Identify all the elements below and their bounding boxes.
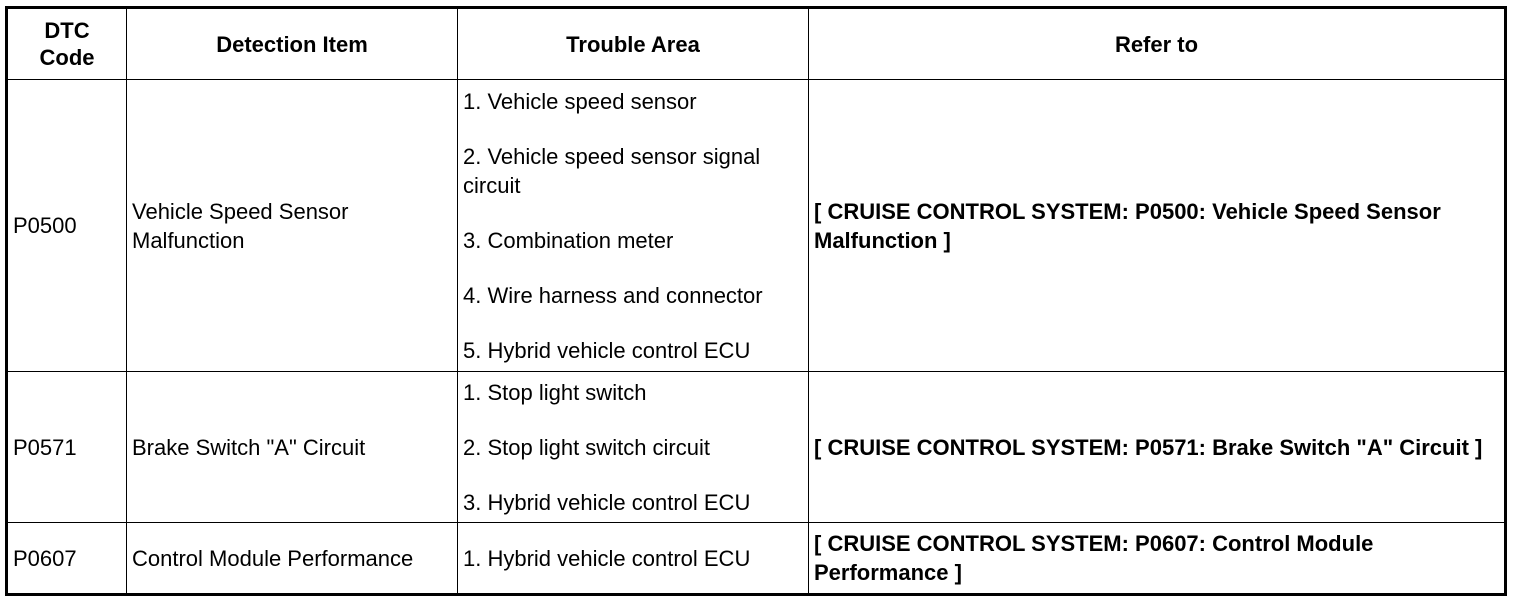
dtc-code-cell [7,372,127,523]
table-row [7,80,1506,372]
trouble-area-list [463,87,803,365]
header-dtc-code [7,8,127,80]
dtc-table [5,6,1507,596]
refer-link[interactable]: [ CRUISE CONTROL SYSTEM: P0500: Vehicle Speed Sensor Malfunction ] [814,198,1441,253]
trouble-area-item: 1. Hybrid vehicle control ECU [463,545,751,571]
trouble-area-cell [458,80,809,372]
header-dtc-code-line2: Code [39,45,95,70]
dtc-code-cell [7,80,127,372]
table-row [7,372,1506,523]
refer-cell [809,372,1506,523]
dtc-code: P0571 [13,434,77,460]
trouble-area-item: 4. Wire harness and connector [463,282,763,308]
table-row [7,523,1506,595]
detection-item: Vehicle Speed Sensor Malfunction [132,198,349,253]
dtc-code: P0607 [13,545,77,571]
trouble-area-item: 1. Vehicle speed sensor [463,88,697,114]
trouble-area-item: 1. Stop light switch [463,379,647,405]
trouble-area-item: 3. Hybrid vehicle control ECU [463,489,751,515]
detection-item-cell [127,80,458,372]
trouble-area-item: 5. Hybrid vehicle control ECU [463,337,751,363]
header-dtc-code-line1: DTC [44,18,90,43]
trouble-area-cell [458,372,809,523]
detection-item: Brake Switch "A" Circuit [132,434,366,460]
trouble-area-list [463,544,803,573]
detection-item-cell [127,372,458,523]
detection-item-cell [127,523,458,595]
dtc-table-container [5,6,1507,596]
header-trouble-area: Trouble Area [458,8,809,80]
trouble-area-item: 3. Combination meter [463,227,674,253]
trouble-area-list [463,378,803,517]
trouble-area-cell [458,523,809,595]
detection-item: Control Module Performance [132,545,414,571]
refer-link[interactable]: [ CRUISE CONTROL SYSTEM: P0571: Brake Switch "A" Circuit ] [814,434,1483,460]
refer-cell [809,523,1506,595]
trouble-area-item: 2. Vehicle speed sensor signal circuit [463,143,761,198]
header-refer-to: Refer to [809,8,1506,80]
dtc-code-cell [7,523,127,595]
refer-cell [809,80,1506,372]
header-detection-item: Detection Item [127,8,458,80]
dtc-code: P0500 [13,213,77,238]
header-row [7,8,1506,80]
refer-link[interactable]: [ CRUISE CONTROL SYSTEM: P0607: Control Module Performance ] [814,531,1374,585]
trouble-area-item: 2. Stop light switch circuit [463,434,710,460]
